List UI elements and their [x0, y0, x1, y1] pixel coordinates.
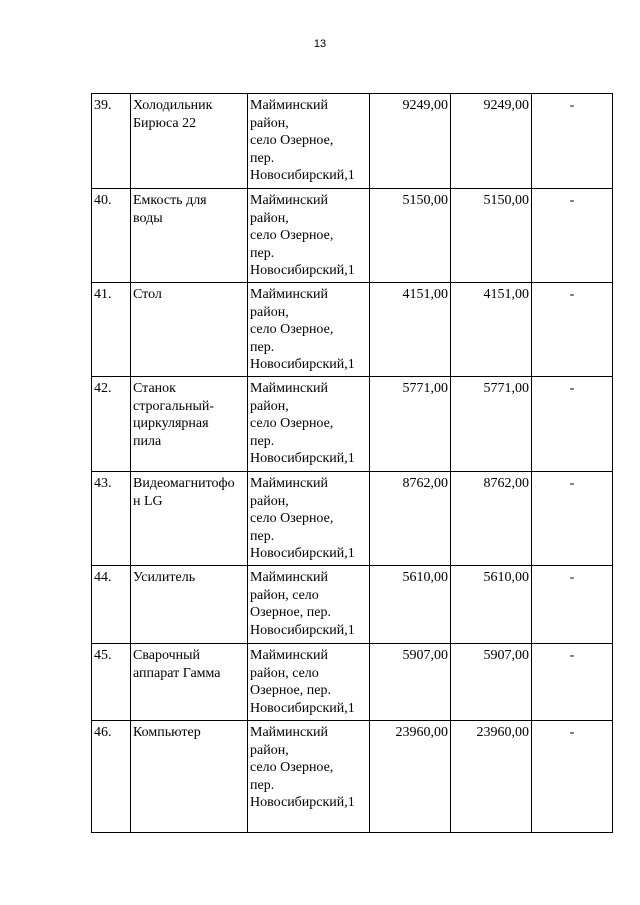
- row-number: 41.: [92, 283, 131, 377]
- item-value-initial: 5610,00: [370, 566, 451, 644]
- item-name: Видеомагнитофо н LG: [131, 472, 248, 566]
- item-value-initial: 5150,00: [370, 189, 451, 283]
- item-note: -: [532, 94, 613, 189]
- item-location: Майминский район, село Озерное, пер. Новосибирский,1: [248, 189, 370, 283]
- row-number: 39.: [92, 94, 131, 189]
- item-note: -: [532, 472, 613, 566]
- item-value-residual: 4151,00: [451, 283, 532, 377]
- table-row: [92, 472, 613, 566]
- item-name: Холодильник Бирюса 22: [131, 94, 248, 189]
- item-location: Майминский район, село Озерное, пер. Новосибирский,1: [248, 94, 370, 189]
- asset-table: [91, 93, 613, 833]
- table-row: [92, 189, 613, 283]
- item-location: Майминский район, село Озерное, пер. Новосибирский,1: [248, 283, 370, 377]
- item-note: -: [532, 566, 613, 644]
- item-note: -: [532, 377, 613, 472]
- item-note: -: [532, 189, 613, 283]
- item-value-residual: 23960,00: [451, 721, 532, 833]
- row-number: 46.: [92, 721, 131, 833]
- item-name: Емкость для воды: [131, 189, 248, 283]
- table-row: [92, 566, 613, 644]
- page-number: 13: [313, 38, 327, 50]
- item-value-residual: 9249,00: [451, 94, 532, 189]
- table-row: [92, 283, 613, 377]
- item-name: Компьютер: [131, 721, 248, 833]
- item-location: Майминский район, село Озерное, пер. Новосибирский,1: [248, 566, 370, 644]
- item-location: Майминский район, село Озерное, пер. Новосибирский,1: [248, 377, 370, 472]
- item-note: -: [532, 644, 613, 721]
- row-number: 44.: [92, 566, 131, 644]
- item-value-initial: 9249,00: [370, 94, 451, 189]
- table-row: [92, 721, 613, 833]
- row-number: 42.: [92, 377, 131, 472]
- item-value-residual: 5907,00: [451, 644, 532, 721]
- item-value-initial: 5907,00: [370, 644, 451, 721]
- item-location: Майминский район, село Озерное, пер. Новосибирский,1: [248, 721, 370, 833]
- row-number: 45.: [92, 644, 131, 721]
- item-location: Майминский район, село Озерное, пер. Новосибирский,1: [248, 644, 370, 721]
- table-row: [92, 377, 613, 472]
- item-value-residual: 5150,00: [451, 189, 532, 283]
- item-name: Станок строгальный- циркулярная пила: [131, 377, 248, 472]
- item-name: Сварочный аппарат Гамма: [131, 644, 248, 721]
- item-name: Стол: [131, 283, 248, 377]
- item-name: Усилитель: [131, 566, 248, 644]
- item-value-residual: 8762,00: [451, 472, 532, 566]
- item-value-initial: 23960,00: [370, 721, 451, 833]
- row-number: 43.: [92, 472, 131, 566]
- item-value-initial: 8762,00: [370, 472, 451, 566]
- item-note: -: [532, 283, 613, 377]
- item-note: -: [532, 721, 613, 833]
- table-row: [92, 94, 613, 189]
- item-value-initial: 4151,00: [370, 283, 451, 377]
- item-value-initial: 5771,00: [370, 377, 451, 472]
- table-row: [92, 644, 613, 721]
- row-number: 40.: [92, 189, 131, 283]
- item-value-residual: 5771,00: [451, 377, 532, 472]
- item-location: Майминский район, село Озерное, пер. Новосибирский,1: [248, 472, 370, 566]
- item-value-residual: 5610,00: [451, 566, 532, 644]
